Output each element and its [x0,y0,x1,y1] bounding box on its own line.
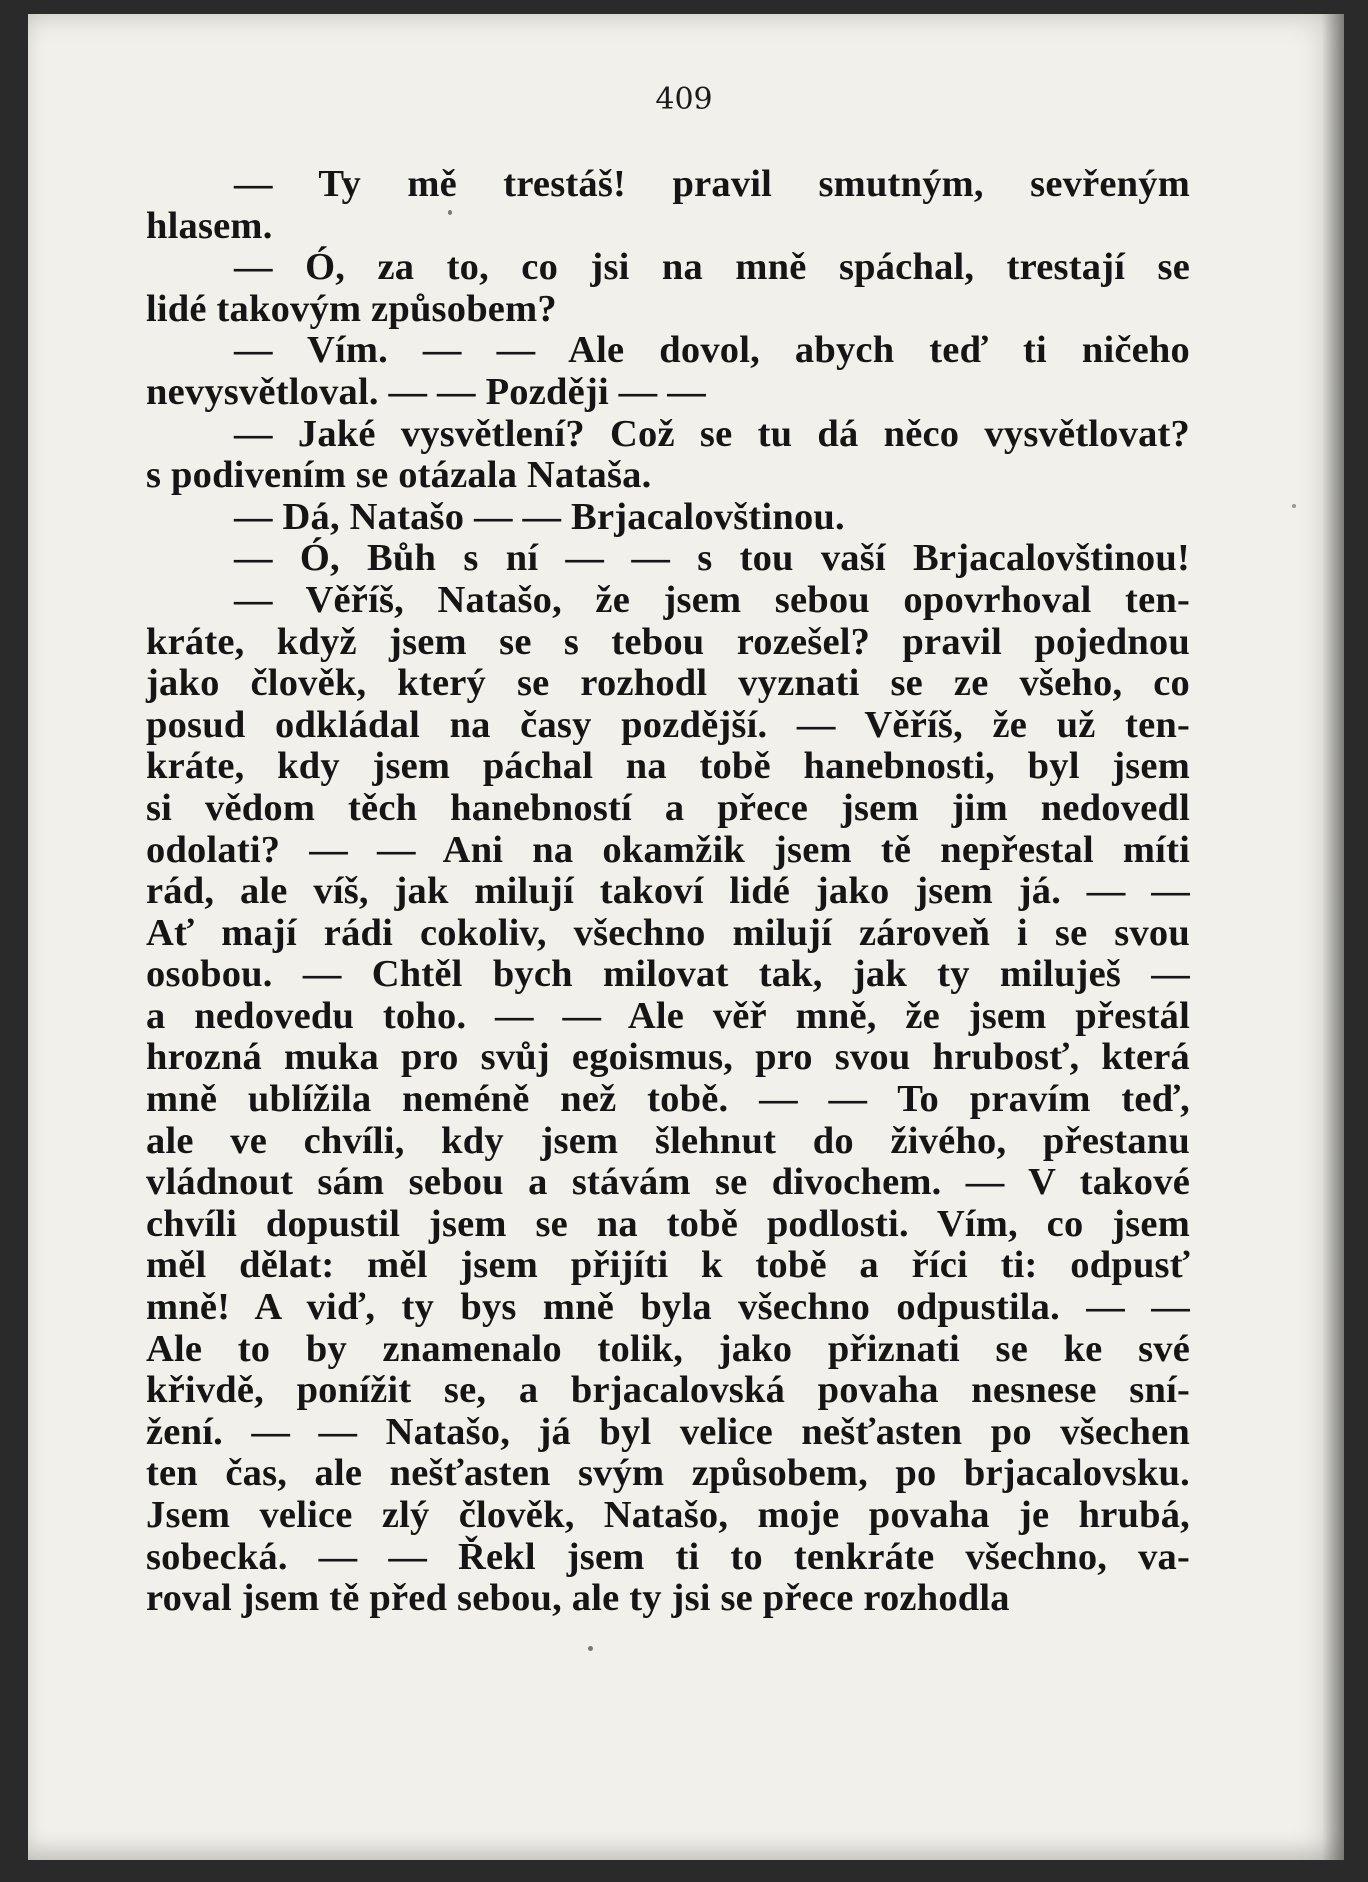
text-line: mně! A viď, ty bys mně byla všechno odpustila. — — [146,1286,1190,1329]
text-line: Ale to by znamenalo tolik, jako přiznati se ke své [146,1327,1190,1370]
text-line: osobou. — Chtěl bych milovat tak, jak ty miluješ — [146,953,1190,996]
text-line: vládnout sám sebou a stávám se divochem. — V takové [146,1161,1190,1204]
text-line: a nedovedu toho. — — Ale věř mně, že jsem přestál [146,994,1190,1037]
text-line: žení. — — Natašo, já byl velice nešťasten po všechen [146,1410,1190,1453]
text-line: — Ó, Bůh s ní — — s tou vaší Brjacalovštinou! [234,537,1190,580]
text-line: odolati? — — Ani na okamžik jsem tě nepřestal míti [146,828,1190,871]
text-line: posud odkládal na časy pozdější. — Věříš, že už ten- [146,703,1190,746]
text-line: křivdě, ponížit se, a brjacalovská povaha nesnese sní- [146,1369,1190,1412]
book-page [28,14,1344,1860]
text-line: Jsem velice zlý člověk, Natašo, moje povaha je hrubá, [146,1494,1190,1536]
page-edge-shadow [1322,14,1344,1860]
text-line: měl dělat: měl jsem přijíti k tobě a říci ti: odpusť [146,1244,1190,1287]
text-line: Ať mají rádi cokoliv, všechno milují zároveň i se svou [146,911,1190,954]
text-line: hlasem. [146,204,273,247]
text-line: s podivením se otázala Nataša. [146,454,652,497]
text-line: ten čas, ale nešťasten svým způsobem, po brjacalovsku. [146,1452,1190,1495]
text-line: — Jaké vysvětlení? Což se tu dá něco vysvětlovat? [234,412,1190,455]
page-number: 409 [655,82,713,117]
text-line: hrozná muka pro svůj egoismus, pro svou hrubosť, která [146,1036,1190,1079]
text-line: si vědom těch hanebností a přece jsem jim nedovedl [146,786,1190,829]
text-line: — Ty mě trestáš! pravil smutným, sevřeným [234,163,1190,205]
paper-speck [588,1646,593,1651]
text-line: sobecká. — — Řekl jsem ti to tenkráte všechno, va- [146,1535,1190,1578]
text-line: rád, ale víš, jak milují takoví lidé jako jsem já. — — [146,870,1190,913]
text-line: mně ublížila neméně než tobě. — — To pravím teď, [146,1078,1190,1121]
text-line: lidé takovým způsobem? [146,287,557,330]
paper-speck [448,210,452,215]
body-text [146,164,1190,1620]
text-line: kráte, kdy jsem páchal na tobě hanebnosti, byl jsem [146,745,1190,788]
text-line: — Vím. — — Ale dovol, abych teď ti ničeho [234,329,1190,372]
text-line: — Věříš, Natašo, že jsem sebou opovrhoval ten- [234,578,1190,621]
text-line: — Ó, za to, co jsi na mně spáchal, trestají se [234,246,1190,289]
text-line: nevysvětloval. — — Později — — [146,370,706,413]
text-line: — Dá, Natašo — — Brjacalovštinou. [234,495,845,538]
text-line: ale ve chvíli, kdy jsem šlehnut do živého, přestanu [146,1119,1190,1162]
text-line: kráte, když jsem se s tebou rozešel? pravil pojednou [146,620,1190,663]
paper-speck [1292,504,1296,508]
text-line: roval jsem tě před sebou, ale ty jsi se přece rozhodla [146,1577,1010,1620]
text-line: chvíli dopustil jsem se na tobě podlosti. Vím, co jsem [146,1202,1190,1245]
text-line: jako člověk, který se rozhodl vyznati se ze všeho, co [146,662,1190,705]
